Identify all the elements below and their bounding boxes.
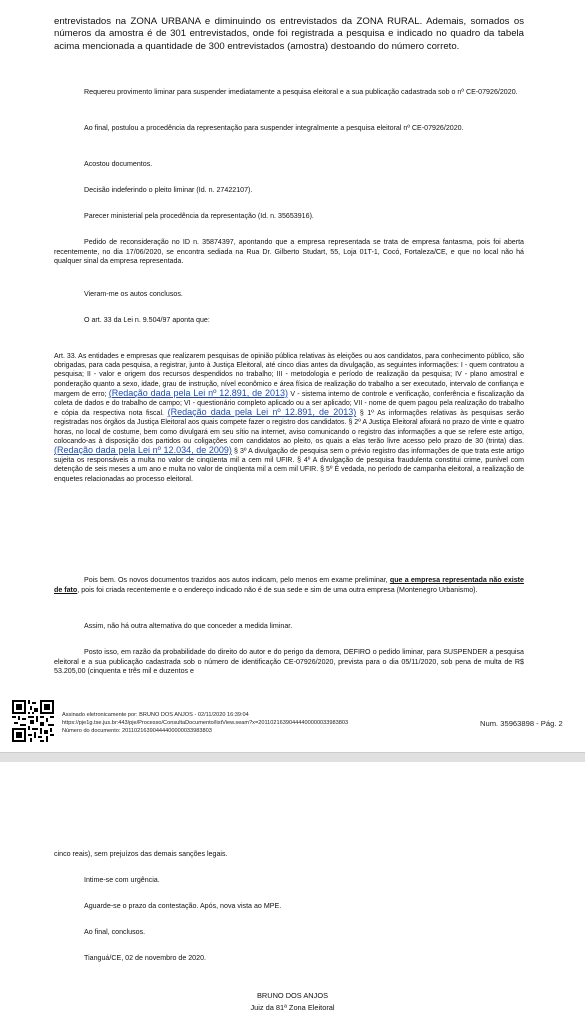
law-link-2[interactable]: (Redação dada pela Lei nº 12.891, de 2013) (167, 407, 357, 418)
signer-title: Juiz da 81ª Zona Eleitoral (250, 1003, 335, 1012)
paragraph-conclusos: Vieram-me os autos conclusos. (84, 290, 183, 298)
quote-part-3: § 1º As informações relativas às pesquisas serão registradas nos órgãos da Justiça Eleitoral aos quais compete fazer o registro dos candidatos. § 2º A Justiça Eleitoral afixará no prazo de vinte e quatro horas, no local de costume, bem como divulgará em seu sítio na internet, aviso comunicando o registro das informações a que se refere este artigo, colocando-as à disposição dos partidos ou coligações com candidatos ao pleito, os quais a elas terão livre acesso pelo prazo de 30 (trinta) dias. (54, 410, 524, 445)
paragraph-pois-bem (54, 576, 524, 595)
paragraph-aguarde: Aguarde-se o prazo da contestação. Após, nova vista ao MPE. (84, 902, 282, 910)
pois-bem-text-a: Pois bem. Os novos documentos trazidos aos autos indicam, pelo menos em exame preliminar, (84, 576, 388, 584)
paragraph-cinco-reais: cinco reais), sem prejuízos das demais sanções legais. (54, 850, 228, 858)
quote-part-1: Art. 33. As entidades e empresas que realizarem pesquisas de opinião pública relativas às eleições ou aos candidatos, para conhecimento público, são obrigadas, para cada pesquisa, a registrar, junto à Justiça Eleitoral, até cinco dias antes da divulgação, as seguintes informações: I - quem contratou a pesquisa; II - valor e origem dos recursos despendidos no trabalho; III - metodologia e período de realização da pesquisa; IV - plano amostral e ponderação quanto a sexo, idade, grau de instrução, nível econômico e área física de realização do trabalho a ser executado, intervalo de confiança e margem de erro; (54, 353, 524, 398)
paragraph-final-request: Ao final, postulou a procedência da representação para suspender integralmente a pesquisa eleitoral nº CE-07926/2020. (84, 124, 464, 132)
intro-paragraph: entrevistados na ZONA URBANA e diminuindo os entrevistados da ZONA RURAL. Ademais, somados os números da amostra é de 301 entrevistados, onde foi registrada a pesquisa e indicado no quadro da tabela acima mencionada a quantidade de 300 entrevistados (amostra) destoando do número correto. (54, 16, 524, 52)
document-number: Número do documento: 20110216390444400000033983803 (62, 728, 212, 734)
paragraph-decision: Decisão indeferindo o pleito liminar (Id. n. 27422107). (84, 186, 253, 194)
paragraph-defiro: Posto isso, em razão da probabilidade do direito do autor e do perigo da demora, DEFIRO o pedido liminar, para SUSPENDER a pesquisa eleitoral e a sua publicação cadastrada sob o número de identificação CE-07926/2020, prevista para o dia 05/11/2020, sob pena de multa de R$ 53.205,00 (cinquenta e três mil e duzentos e (54, 648, 524, 676)
paragraph-art33-intro: O art. 33 da Lei n. 9.504/97 aponta que: (84, 316, 210, 324)
document-page-2 (0, 762, 585, 1024)
qr-code-icon (12, 700, 54, 742)
paragraph-reconsideration: Pedido de reconsideração no ID n. 35874397, apontando que a empresa representada se trata de empresa fantasma, pois foi aberta recentemente, no dia 17/06/2020, se encontra sediada na Rua Dr. Gilberto Studart, 55, Loja 01T-1, Cocó, Fortaleza/CE, e que no local não há qualquer sinal da empresa representada. (54, 238, 524, 266)
paragraph-intime: Intime-se com urgência. (84, 876, 160, 884)
signer-name: BRUNO DOS ANJOS (256, 991, 329, 1000)
date-line: Tianguá/CE, 02 de novembro de 2020. (84, 954, 206, 962)
paragraph-liminar-request: Requereu provimento liminar para suspender imediatamente a pesquisa eleitoral e a sua publicação cadastrada sob o nº CE-07926/2020. (84, 88, 518, 96)
law-link-1[interactable]: (Redação dada pela Lei nº 12.891, de 2013) (108, 387, 289, 398)
pois-bem-emphasis: que a empresa representada não existe de fato (54, 576, 524, 594)
document-url[interactable]: https://pje1g.tse.jus.br:443/pje/Processo/ConsultaDocumento/listView.seam?x=20110216390444400000033983803 (62, 720, 349, 726)
quote-part-4: § 3º A divulgação de pesquisa sem o prévio registro das informações de que trata este artigo sujeita os responsáveis a multa no valor de cinqüenta mil a cem mil UFIR. § 4º A divulgação de pesquisa fraudulenta constitui crime, punível com detenção de seis meses a um ano e multa no valor de cinqüenta mil a cem mil UFIR. § 5º É vedada, no período de campanha eleitoral, a realização de enquetes relacionadas ao processo eleitoral. (54, 448, 524, 483)
signature-line: Assinado eletronicamente por: BRUNO DOS ANJOS - 02/11/2020 16:39:04 (62, 712, 249, 718)
page-number: Num. 35963898 - Pág. 2 (480, 719, 563, 728)
law-link-3[interactable]: (Redação dada pela Lei nº 12.034, de 2009) (54, 445, 232, 456)
paragraph-ao-final: Ao final, conclusos. (84, 928, 146, 936)
quote-part-2: V - sistema interno de controle e verificação, conferência e fiscalização da coleta de dados e do trabalho de campo; VI - questionário completo aplicado ou a ser aplicado; VII - nome de quem pagou pela realização do trabalho e cópia da respectiva nota fiscal. (54, 390, 524, 418)
paragraph-parecer: Parecer ministerial pela procedência da representação (Id. n. 35653916). (84, 212, 314, 220)
pois-bem-text-c: , pois foi criada recentemente e o endereço indicado não é de sua sede e sim de uma outra empresa (Montenegro Urbanismo). (77, 585, 478, 594)
paragraph-documents: Acostou documentos. (84, 160, 153, 168)
paragraph-assim: Assim, não há outra alternativa do que conceder a medida liminar. (84, 622, 293, 630)
law-quote (54, 352, 524, 484)
